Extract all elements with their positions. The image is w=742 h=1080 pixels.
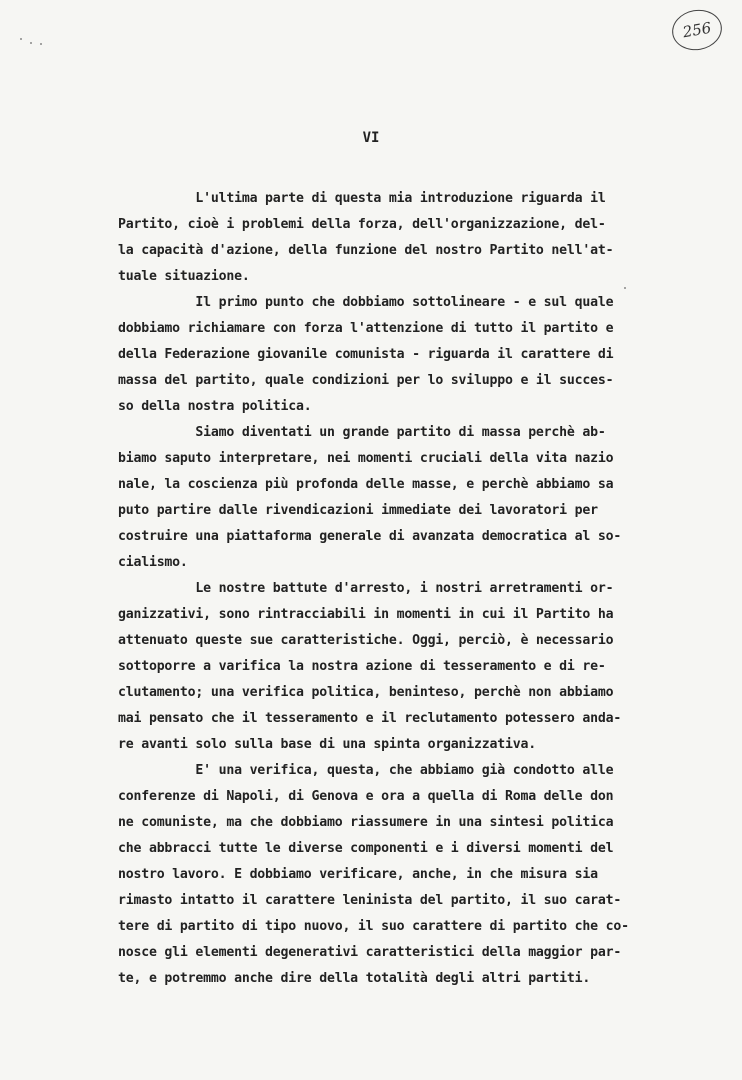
text-line: puto partire dalle rivendicazioni immediate dei lavoratori per <box>118 503 598 518</box>
text-line: nostro lavoro. E dobbiamo verificare, anche, in che misura sia <box>118 867 598 882</box>
text-line: la capacità d'azione, della funzione del nostro Partito nell'at- <box>118 243 614 258</box>
body-text <box>118 186 708 992</box>
text-line: Siamo diventati un grande partito di massa perchè ab- <box>118 425 606 440</box>
text-line: rimasto intatto il carattere leninista del partito, il suo carat- <box>118 893 622 908</box>
text-line: mai pensato che il tesseramento e il reclutamento potessero anda- <box>118 711 622 726</box>
text-line: Il primo punto che dobbiamo sottolineare - e sul quale <box>118 295 614 310</box>
text-line: te, e potremmo anche dire della totalità degli altri partiti. <box>118 971 591 986</box>
text-line: Partito, cioè i problemi della forza, dell'organizzazione, del- <box>118 217 606 232</box>
text-line: clutamento; una verifica politica, beninteso, perchè non abbiamo <box>118 685 614 700</box>
section-heading: VI <box>362 130 380 146</box>
scan-speck <box>30 42 32 44</box>
text-line: L'ultima parte di questa mia introduzione riguarda il <box>118 191 606 206</box>
text-line: Le nostre battute d'arresto, i nostri arretramenti or- <box>118 581 614 596</box>
text-line: biamo saputo interpretare, nei momenti cruciali della vita nazio <box>118 451 614 466</box>
text-line: tere di partito di tipo nuovo, il suo carattere di partito che co- <box>118 919 629 934</box>
text-line: E' una verifica, questa, che abbiamo già condotto alle <box>118 763 614 778</box>
text-line: nosce gli elementi degenerativi caratteristici della maggior par- <box>118 945 622 960</box>
text-line: ganizzativi, sono rintracciabili in momenti in cui il Partito ha <box>118 607 614 622</box>
scan-speck <box>40 43 42 45</box>
text-line: tuale situazione. <box>118 269 250 284</box>
text-line: conferenze di Napoli, di Genova e ora a quella di Roma delle don <box>118 789 614 804</box>
text-line: dobbiamo richiamare con forza l'attenzione di tutto il partito e <box>118 321 614 336</box>
text-line: che abbracci tutte le diverse componenti e i diversi momenti del <box>118 841 614 856</box>
text-line: sottoporre a varifica la nostra azione di tesseramento e di re- <box>118 659 606 674</box>
text-line: re avanti solo sulla base di una spinta organizzativa. <box>118 737 536 752</box>
text-line: ne comuniste, ma che dobbiamo riassumere in una sintesi politica <box>118 815 614 830</box>
text-line: attenuato queste sue caratteristiche. Oggi, perciò, è necessario <box>118 633 614 648</box>
text-line: nale, la coscienza più profonda delle masse, e perchè abbiamo sa <box>118 477 614 492</box>
text-line: costruire una piattaforma generale di avanzata democratica al so- <box>118 529 622 544</box>
text-line: della Federazione giovanile comunista - riguarda il carattere di <box>118 347 614 362</box>
text-line: so della nostra politica. <box>118 399 312 414</box>
scan-speck <box>20 38 22 40</box>
text-line: cialismo. <box>118 555 188 570</box>
page-number-stamp: 256 <box>669 6 725 54</box>
text-line: massa del partito, quale condizioni per lo sviluppo e il succes- <box>118 373 614 388</box>
